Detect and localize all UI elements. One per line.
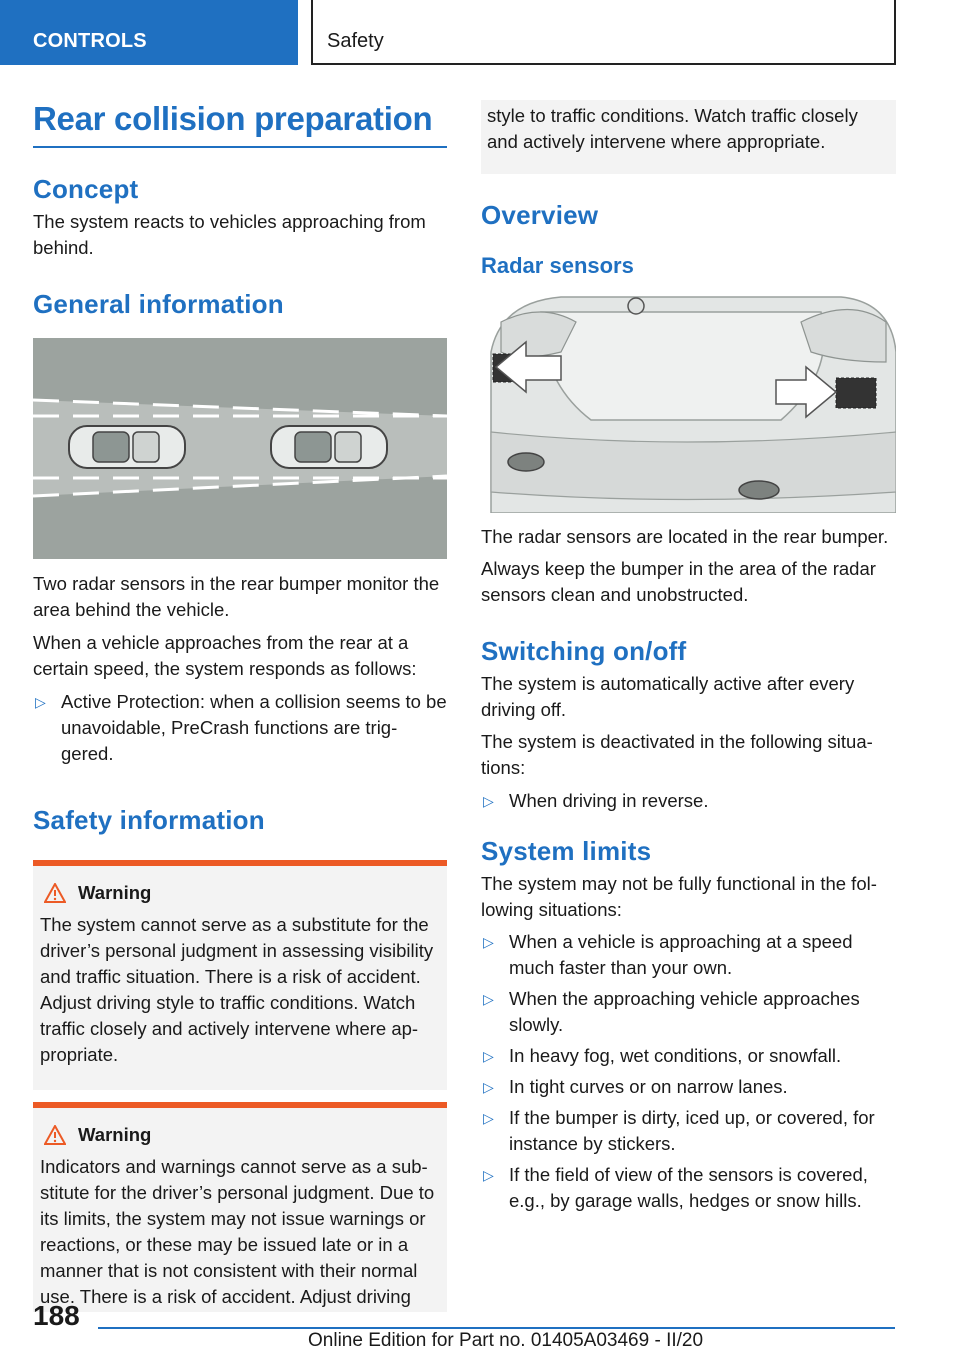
limits-text: The system may not be fully functional in the fol-lowing situations: [481, 873, 877, 920]
concept-heading: Concept [33, 174, 139, 204]
list-item-text: In tight curves or on narrow lanes. [509, 1076, 788, 1097]
list-item-text: Active Protection: when a collision seems to be unavoidable, PreCrash functions are trig-gered. [61, 691, 447, 764]
warning-box [33, 1102, 447, 1312]
safety-heading: Safety information [33, 805, 265, 835]
switch-heading: Switching on/off [481, 636, 687, 666]
bullet-triangle-icon: ▷ [483, 793, 494, 809]
switch-text-1: The system is automatically active after every driving off. [481, 673, 855, 720]
right-column [481, 100, 896, 1214]
warning-triangle-icon [44, 883, 66, 903]
warning-box [33, 860, 447, 1090]
bullet-triangle-icon: ▷ [483, 991, 494, 1007]
list-item-text: When a vehicle is approaching at a speed much faster than your own. [509, 931, 853, 978]
left-column [33, 100, 447, 1312]
bullet-triangle-icon: ▷ [483, 1048, 494, 1064]
limits-list [481, 929, 896, 1214]
general-text-1: Two radar sensors in the rear bumper monitor the area behind the vehicle. [33, 573, 440, 620]
radar-heading: Radar sensors [481, 253, 634, 278]
warning-header [40, 1122, 440, 1148]
list-item [481, 986, 896, 1038]
list-item-text: If the field of view of the sensors is covered, e.g., by garage walls, hedges or snow hills. [509, 1164, 868, 1211]
list-item [481, 1074, 896, 1100]
list-item [481, 929, 896, 981]
list-item-text: When the approaching vehicle approaches slowly. [509, 988, 860, 1035]
bullet-triangle-icon: ▷ [483, 1110, 494, 1126]
radar-coverage-illustration [33, 338, 447, 559]
bullet-triangle-icon: ▷ [483, 1079, 494, 1095]
warning-continued-text: style to traffic conditions. Watch traffic closely and actively intervene where appropriate. [487, 105, 858, 152]
bullet-triangle-icon: ▷ [483, 1167, 494, 1183]
radar-text-1: The radar sensors are located in the rear bumper. [481, 526, 889, 547]
warning-continued-box [481, 100, 896, 174]
list-item-text: When driving in reverse. [509, 790, 709, 811]
warning-title: Warning [78, 1124, 152, 1145]
section-title: Safety [311, 0, 896, 65]
list-item-text: If the bumper is dirty, iced up, or covered, for instance by stickers. [509, 1107, 875, 1154]
footer-edition: Online Edition for Part no. 01405A03469 - II/20 [308, 1330, 704, 1351]
bullet-triangle-icon: ▷ [483, 934, 494, 950]
overview-heading: Overview [481, 200, 599, 230]
list-item [481, 1162, 896, 1214]
car-rear-icon [69, 426, 185, 468]
limits-heading: System limits [481, 836, 652, 866]
chapter-tab: CONTROLS [0, 0, 298, 65]
list-item-text: In heavy fog, wet conditions, or snowfall. [509, 1045, 842, 1066]
general-heading: General information [33, 289, 284, 319]
list-item [33, 689, 447, 767]
warning-text: Indicators and warnings cannot serve as a sub-stitute for the driver’s personal judgment. Due to its limits, the system may not issue warnings or reactions, or these may be issued late or in a manner that is not consistent with their normal use. There is a risk of accident. Adjust driving [40, 1156, 435, 1307]
list-item [481, 1043, 896, 1069]
page-number: 188 [33, 1300, 80, 1331]
list-item [481, 1105, 896, 1157]
list-item [481, 788, 896, 814]
general-text-2: When a vehicle approaches from the rear at a certain speed, the system responds as follows: [33, 632, 417, 679]
warning-triangle-icon [44, 1125, 66, 1145]
warning-text: The system cannot serve as a substitute for the driver’s personal judgment in assessing visibility and traffic situation. There is a risk of accident. Adjust driving style to traffic conditions. Watch traffic closely and actively intervene where ap-propriate. [40, 914, 434, 1065]
warning-title: Warning [78, 882, 152, 903]
concept-text: The system reacts to vehicles approaching from behind. [33, 211, 426, 258]
warning-header [40, 880, 440, 906]
switch-text-2: The system is deactivated in the following situa-tions: [481, 731, 873, 778]
footer-divider [98, 1327, 895, 1329]
page-title: Rear collision preparation [33, 100, 447, 148]
radar-sensor-illustration [481, 292, 896, 513]
car-front-icon [271, 426, 387, 468]
bullet-triangle-icon: ▷ [35, 694, 46, 710]
radar-text-2: Always keep the bumper in the area of the radar sensors clean and unobstructed. [481, 558, 876, 605]
